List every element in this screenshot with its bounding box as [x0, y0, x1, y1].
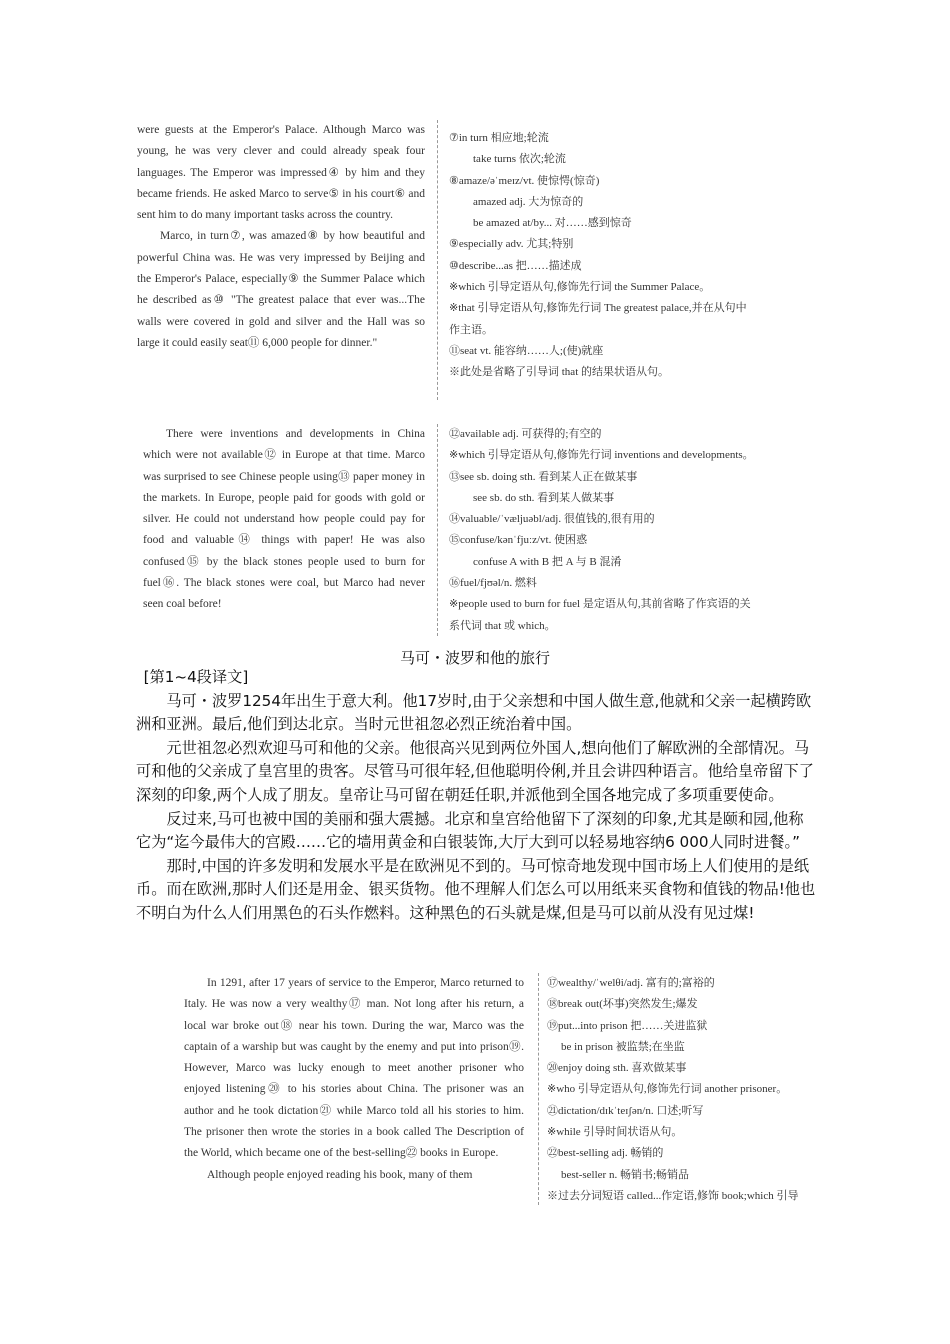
note: ⑭valuable/ˈvæljuəbl/adj. 很值钱的,很有用的: [449, 513, 655, 526]
note: ㉑dictation/dɪkˈteɪʃən/n. 口述;听写: [547, 1104, 704, 1117]
note: ⑬see sb. doing sth. 看到某人正在做某事: [449, 470, 638, 483]
note: 作主语。: [449, 323, 493, 336]
section3-paragraph-1: In 1291, after 17 years of service to the Emperor, Marco returned to Italy. He was now a very wealthy⑰ man. Not long after his return, a local war broke out⑱ near his town. During the war, Marco was the captain of a warship but was caught by the enemy and put into prison⑲. However, Marco was lucky enough to meet another prisoner who enjoyed listening⑳ to his stories about China. The prisoner was an author and he took dictation㉑ while Marco told all his stories to him. The prisoner then wrote the stories in a book called The Description of the World, which became one of the best-selling㉒ books in Europe.: [184, 977, 524, 1160]
translation-title: 马可・波罗和他的旅行: [399, 649, 550, 667]
note: see sb. do sth. 看到某人做某事: [473, 491, 615, 504]
section2-english: [143, 424, 425, 616]
note: be in prison 被监禁;在坐监: [561, 1040, 685, 1053]
note: ※that 引导定语从句,修饰先行词 The greatest palace,并在从句中: [449, 302, 747, 315]
translation-body: [136, 666, 816, 926]
note: ⑩describe...as 把……描述成: [449, 259, 582, 272]
note: ⑱break out(坏事)突然发生;爆发: [547, 998, 698, 1011]
note: ※过去分词短语 called...作定语,修饰 book;which 引导: [547, 1189, 799, 1202]
section1-notes: [449, 128, 869, 384]
note: ⑮confuse/kənˈfjuːz/vt. 使困惑: [449, 534, 588, 547]
note: ※who 引导定语从句,修饰先行词 another prisoner。: [547, 1083, 788, 1096]
section2-divider: [437, 424, 438, 636]
note: 系代词 that 或 which。: [449, 619, 556, 632]
section1-english: [137, 120, 425, 354]
note: ※which 引导定语从句,修饰先行词 inventions and developments。: [449, 449, 754, 462]
note: ※which 引导定语从句,修饰先行词 the Summer Palace。: [449, 281, 711, 294]
note: ⑨especially adv. 尤其;特别: [449, 238, 574, 251]
note: ㉒best-selling adj. 畅销的: [547, 1147, 664, 1160]
note: ⑦in turn 相应地;轮流: [449, 132, 549, 144]
section3-paragraph-2: Although people enjoyed reading his book, many of them: [207, 1168, 473, 1181]
section3-divider: [538, 973, 539, 1205]
section2-notes: [449, 424, 869, 637]
note: ⑳enjoy doing sth. 喜欢做某事: [547, 1062, 687, 1075]
note: take turns 依次;轮流: [473, 153, 566, 166]
note: ※while 引导时间状语从句。: [547, 1126, 683, 1139]
note: be amazed at/by... 对……感到惊奇: [473, 217, 632, 230]
translation-paragraph: 马可・波罗1254年出生于意大利。他17岁时,由于父亲想和中国人做生意,他就和父亲一起横跨欧洲和亚洲。最后,他们到达北京。当时元世祖忽必烈正统治着中国。: [136, 691, 812, 734]
note: best-seller n. 畅销书;畅销品: [561, 1168, 690, 1181]
section2-paragraph-1: There were inventions and developments in China which were not available⑫ in Europe at that time. Marco was surprised to see Chinese people using⑬ paper money in the markets. In Europe, people paid for goods with gold or silver. He could not understand how people could pay for food and valuable⑭ things with paper! He was also confused⑮ by the black stones people used to burn for fuel⑯. The black stones were coal, but Marco had never seen coal before!: [143, 428, 425, 611]
section3-notes: [547, 973, 942, 1207]
section1-paragraph-2: Marco, in turn⑦, was amazed⑧ by how beautiful and powerful China was. He was very impressed by Beijing and the Emperor's Palace, especially⑨ the Summer Palace which he described as⑩ "The greatest palace that ever was...The walls were covered in gold and silver and the Hall was so large it could easily seat⑪ 6,000 people for dinner.": [137, 230, 425, 349]
note: ⑧amaze/əˈmeɪz/vt. 使惊愕(惊奇): [449, 174, 600, 187]
note: ⑲put...into prison 把……关进监狱: [547, 1019, 708, 1032]
note: ※此处是省略了引导词 that 的结果状语从句。: [449, 366, 669, 379]
note: ※people used to burn for fuel 是定语从句,其前省略了作宾语的关: [449, 598, 751, 611]
section3-english: [184, 973, 524, 1186]
note: ⑫available adj. 可获得的;有空的: [449, 428, 602, 440]
note: ⑪seat vt. 能容纳……人;(使)就座: [449, 344, 604, 357]
section1-divider: [437, 120, 438, 400]
note: ⑯fuel/fjʊəl/n. 燃料: [449, 577, 537, 590]
note: amazed adj. 大为惊奇的: [473, 195, 584, 208]
translation-paragraph: 元世祖忽必烈欢迎马可和他的父亲。他很高兴见到两位外国人,想向他们了解欧洲的全部情况。马可和他的父亲成了皇宫里的贵客。尽管马可很年轻,但他聪明伶俐,并且会讲四种语言。他给皇帝留下了深刻的印象,两个人成了朋友。皇帝让马可留在朝廷任职,并派他到全国各地完成了多项重要使命。: [136, 738, 814, 804]
note: confuse A with B 把 A 与 B 混淆: [473, 555, 622, 568]
translation-heading: [第1~4段译文]: [143, 668, 249, 686]
translation-paragraph: 那时,中国的许多发明和发展水平是在欧洲见不到的。马可惊奇地发现中国市场上人们使用的是纸币。而在欧洲,那时人们还是用金、银买货物。他不理解人们怎么可以用纸来买食物和值钱的物品!他也不明白为什么人们用黑色的石头作燃料。这种黑色的石头就是煤,但是马可以前从没有见过煤!: [136, 856, 816, 922]
note: ⑰wealthy/ˈwelθi/adj. 富有的;富裕的: [547, 977, 715, 989]
section1-paragraph-1: were guests at the Emperor's Palace. Although Marco was young, he was very clever and could already speak four languages. The Emperor was impressed④ by him and they became friends. He asked Marco to serve⑤ in his court⑥ and sent him to do many important tasks across the country.: [137, 124, 425, 222]
translation-paragraph: 反过来,马可也被中国的美丽和强大震撼。北京和皇宫给他留下了深刻的印象,尤其是颐和园,他称它为“迄今最伟大的宫殿……它的墙用黄金和白银装饰,大厅大到可以轻易地容纳6 000人同时进餐。”: [136, 809, 804, 852]
